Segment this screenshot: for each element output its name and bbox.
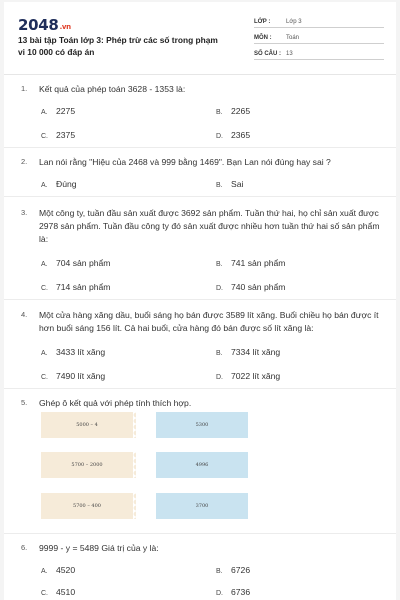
question-divider [4,533,396,534]
option-letter: D. [216,285,223,292]
option-letter: B. [216,109,223,116]
question-text: Lan nói rằng "Hiệu của 2468 và 999 bằng 1469". Bạn Lan nói đúng hay sai ? [39,157,331,167]
option-b[interactable] [216,565,250,575]
option-letter: D. [216,590,223,597]
question-number: 6. [21,543,28,552]
option-letter: D. [216,133,223,140]
option-text: 6726 [231,565,251,575]
option-text: 7490 lít xăng [56,371,106,381]
option-d[interactable] [216,282,285,292]
match-right-card[interactable] [156,412,248,438]
option-text: Đúng [56,179,77,189]
match-right-card[interactable] [156,452,248,478]
option-a[interactable] [41,565,75,575]
option-text: 2275 [56,106,76,116]
option-b[interactable] [216,347,280,357]
question-text: Một cửa hàng xăng dầu, buổi sáng họ bán được 3589 lít xăng. Buổi chiều họ bán được ít hơn buổi sáng 156 lít. Cả hai buổi, cửa hàng đó bán được số lít xăng là: [39,310,379,333]
option-letter: C. [41,374,48,381]
option-letter: C. [41,285,48,292]
question-number: 1. [21,84,28,93]
option-letter: B. [216,182,223,189]
option-text: 7022 lít xăng [231,371,281,381]
question-number: 4. [21,310,28,319]
option-a[interactable] [41,258,110,268]
question-number: 3. [21,208,28,217]
worksheet-title: 13 bài tập Toán lớp 3: Phép trừ các số trong phạm vi 10 000 có đáp án [18,35,218,57]
option-text: 3433 lít xăng [56,347,106,357]
question-text: Kết quả của phép toán 3628 - 1353 là: [39,84,186,94]
option-a[interactable] [41,347,105,357]
option-c[interactable] [41,371,105,381]
question-divider [4,147,396,148]
meta-key: LỚP : [254,19,271,25]
option-letter: A. [41,182,48,189]
option-letter: C. [41,133,48,140]
question-divider [4,388,396,389]
option-text: 741 sản phẩm [231,258,286,268]
match-expression: 5700 – 400 [73,503,101,509]
worksheet-page [4,2,396,600]
match-result: 5300 [195,422,209,428]
option-a[interactable] [41,179,77,189]
option-letter: C. [41,590,48,597]
option-letter: B. [216,261,223,268]
option-text: 4510 [56,587,76,597]
meta-row-count [254,46,384,60]
option-text: Sai [231,179,244,189]
match-left-card[interactable] [41,452,133,478]
question-text: 9999 - y = 5489 Giá trị của y là: [39,543,159,553]
meta-value: Lớp 3 [286,19,302,25]
logo-text: 2048 [18,16,59,34]
option-text: 2365 [231,130,251,140]
question-divider [4,299,396,300]
option-c[interactable] [41,282,110,292]
match-right-card[interactable] [156,493,248,519]
meta-value: 13 [286,51,293,57]
option-text: 714 sản phẩm [56,282,111,292]
match-expression: 5000 – 4 [76,422,98,428]
option-d[interactable] [216,371,280,381]
option-letter: A. [41,350,48,357]
meta-value: Toán [286,35,300,41]
meta-row-grade [254,14,384,28]
header-divider [4,74,396,75]
option-text: 2375 [56,130,76,140]
option-text: 2265 [231,106,251,116]
site-logo[interactable] [18,16,71,34]
question-text: Ghép ô kết quả với phép tính thích hợp. [39,398,192,408]
question-number: 2. [21,157,28,166]
question-text: Một công ty, tuần đầu sản xuất được 3692 sản phẩm. Tuần thứ hai, họ chỉ sản xuất được 2978 sản phẩm. Tuần đầu công ty đó sản xuất được nhiều hơn tuần thứ hai số sản phẩm là: [39,208,380,244]
option-letter: A. [41,261,48,268]
meta-panel [254,14,384,60]
question-divider [4,196,396,197]
option-b[interactable] [216,258,285,268]
option-c[interactable] [41,587,75,597]
option-text: 4520 [56,565,76,575]
meta-row-subject [254,30,384,44]
option-d[interactable] [216,130,250,140]
option-text: 704 sản phẩm [56,258,111,268]
option-letter: B. [216,568,223,575]
option-b[interactable] [216,106,250,116]
meta-key: MÔN : [254,35,272,41]
option-letter: B. [216,350,223,357]
match-left-card[interactable] [41,493,133,519]
option-letter: D. [216,374,223,381]
option-text: 6736 [231,587,251,597]
option-d[interactable] [216,587,250,597]
match-expression: 5700 – 2000 [71,462,103,468]
option-text: 7334 lít xăng [231,347,281,357]
option-text: 740 sản phẩm [231,282,286,292]
meta-key: SỐ CÂU : [254,51,281,57]
logo-suffix: .vn [59,23,71,31]
match-result: 3700 [195,503,209,509]
question-number: 5. [21,398,28,407]
match-left-card[interactable] [41,412,133,438]
option-c[interactable] [41,130,75,140]
option-letter: A. [41,568,48,575]
match-result: 4996 [195,462,209,468]
option-a[interactable] [41,106,75,116]
option-letter: A. [41,109,48,116]
option-b[interactable] [216,179,243,189]
